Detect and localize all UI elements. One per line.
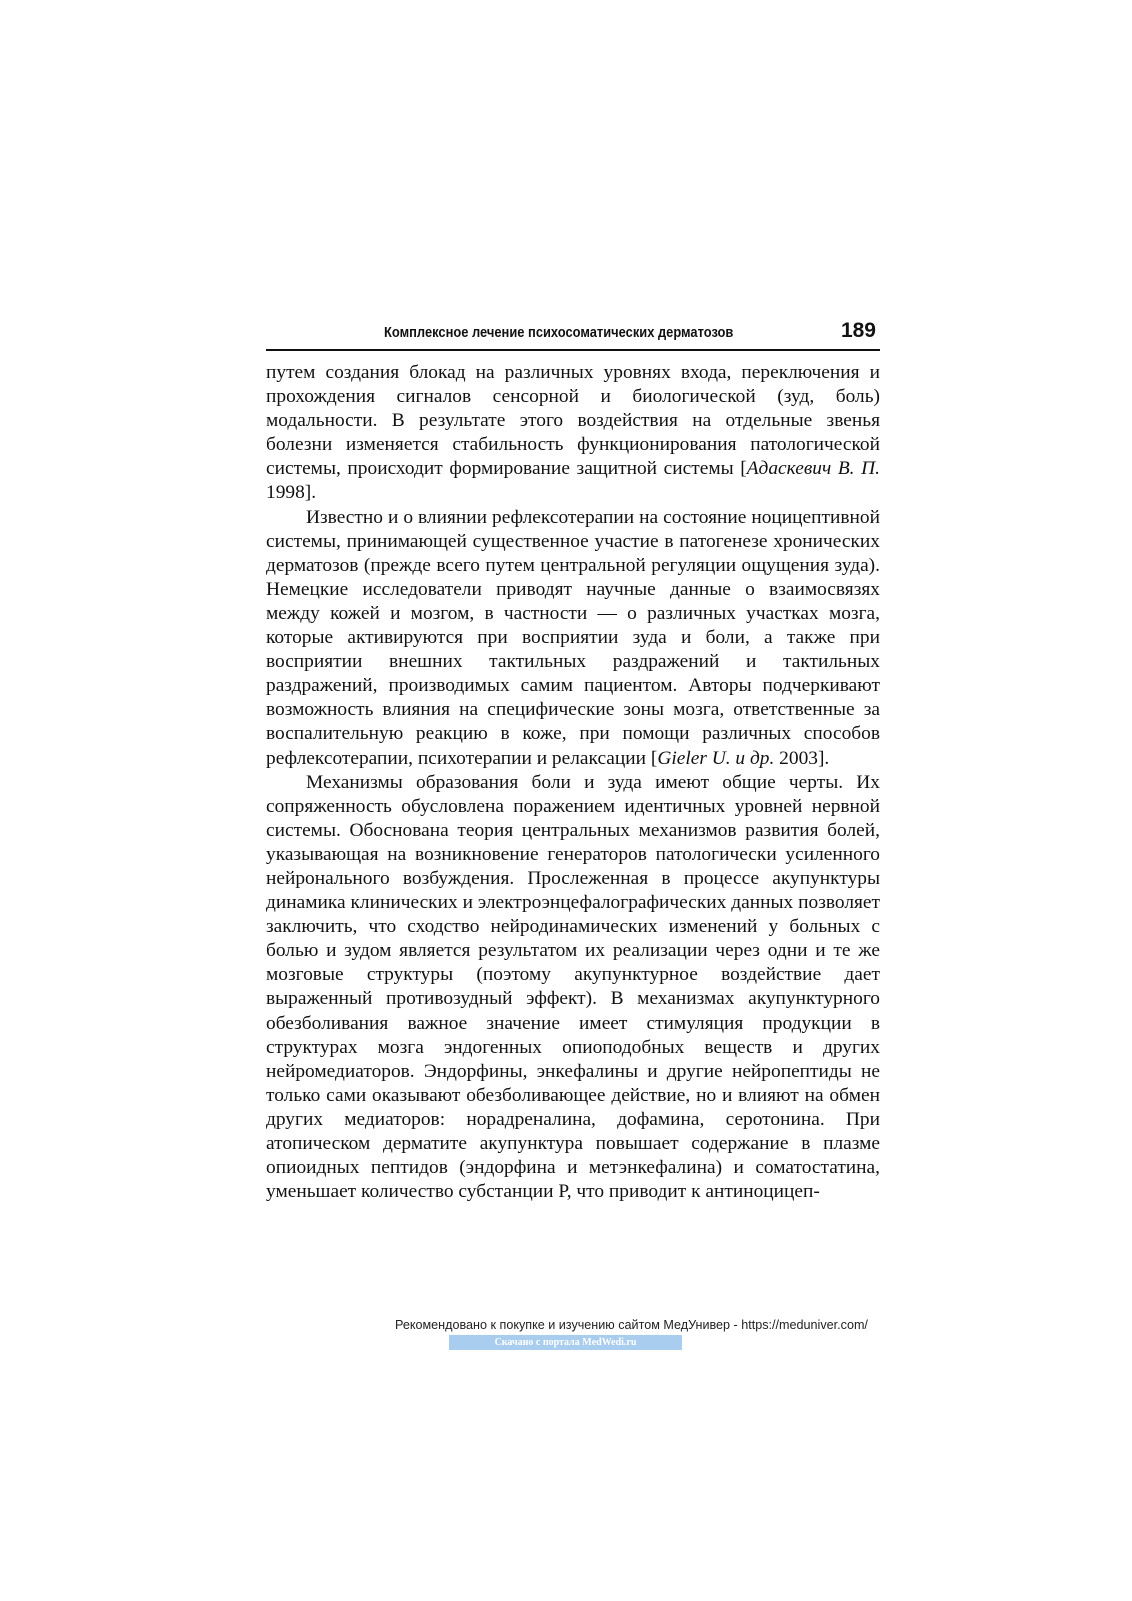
page-number: 189 <box>840 319 876 342</box>
paragraph-text: путем создания блокад на различных уровнях входа, переключения и прохождения сигналов сенсорной и биологической (зуд, боль) модальности. В результате этого воздействия на отдельные звенья болезни изменяется стабильность функционирования патологической системы, происходит формирование защитной системы [ <box>266 362 880 480</box>
paragraph-text: 1998]. <box>266 482 317 504</box>
running-header <box>266 321 880 351</box>
citation-author: Gieler U. и др. <box>657 747 775 769</box>
recommendation-note: Рекомендовано к покупке и изучению сайтом МедУнивер - https://meduniver.com/ <box>395 1318 868 1332</box>
running-title: Комплексное лечение психосоматических дерматозов <box>384 324 734 341</box>
paragraph-text: Механизмы образования боли и зуда имеют общие черты. Их сопряженность обусловлена поражением идентичных уровней нервной системы. Обоснована теория центральных механизмов развития болей, указывающая на возникновение генераторов патологически усиленного нейронального возбуждения. Прослеженная в процессе акупунктуры динамика клинических и электроэнцефалографических данных позволяет заключить, что сходство нейродинамических изменений у больных с болью и зудом является результатом их реализации через одни и те же мозговые структуры (поэтому акупунктурное воздействие дает выраженный противозудный эффект). В механизмах акупунктурного обезболивания важное значение имеет стимуляция продукции в структурах мозга эндогенных опиоподобных веществ и других нейромедиаторов. Эндорфины, энкефалины и другие нейропептиды не только сами оказывают обезболивающее действие, но и влияют на обмен других медиаторов: норадреналина, дофамина, серотонина. При атопическом дерматите акупунктура повышает содержание в плазме опиоидных пептидов (эндорфина и метэнкефалина) и соматостатина, уменьшает количество субстанции Р, что приводит к антиноцицеп- <box>266 771 880 1203</box>
paragraph-text: Известно и о влиянии рефлексотерапии на состояние ноцицептивной системы, принимающей существенное участие в патогенезе хронических дерматозов (прежде всего путем центральной регуляции ощущения зуда). Немецкие исследователи приводят научные данные о взаимосвязях между кожей и мозгом, в частности — о различных участках мозга, которые активируются при восприятии зуда и боли, а также при восприятии внешних тактильных раздражений и тактильных раздражений, производимых самим пациентом. Авторы подчеркивают возможность влияния на специфические зоны мозга, ответственные за воспалительную реакцию в коже, при помощи различных способов рефлексотерапии, психотерапии и релаксации [ <box>266 506 880 769</box>
paragraph <box>266 361 880 506</box>
citation-author: Адаскевич В. П. <box>746 458 880 480</box>
paragraph <box>266 506 880 771</box>
download-watermark: Скачано с портала MedWedi.ru <box>449 1335 682 1350</box>
paragraph <box>266 771 880 1205</box>
body-text <box>266 361 880 1204</box>
paragraph-text: 2003]. <box>774 747 830 769</box>
